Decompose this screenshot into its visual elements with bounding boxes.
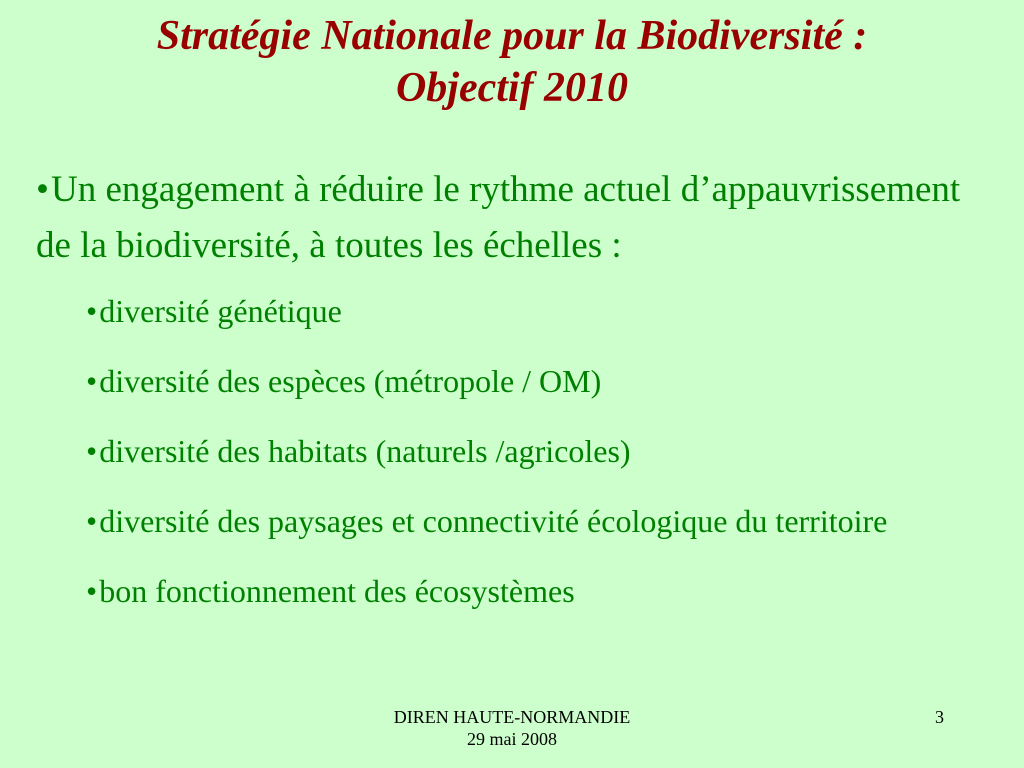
bullet-marker: •	[86, 363, 98, 399]
page-number: 3	[935, 707, 944, 727]
bullet-marker: •	[86, 433, 98, 469]
bullet-marker: •	[36, 169, 49, 210]
main-bullet-text: Un engagement à réduire le rythme actuel d’appauvrissement de la biodiversité, à toutes les échelles :	[36, 169, 961, 266]
bullet-marker: •	[86, 503, 98, 539]
sub-bullet-ecosystems	[86, 572, 996, 610]
footer-date: 29 mai 2008	[467, 729, 557, 749]
sub-bullet-text: diversité génétique	[99, 293, 342, 329]
bullet-marker: •	[86, 573, 98, 609]
title-line-2: Objectif 2010	[395, 65, 629, 111]
title-line-1: Stratégie Nationale pour la Biodiversité :	[156, 13, 868, 59]
bullet-marker: •	[86, 293, 98, 329]
sub-bullet-genetic	[86, 292, 996, 330]
sub-bullet-text: diversité des habitats (naturels /agricoles)	[99, 433, 631, 469]
sub-bullet-landscapes	[86, 502, 996, 540]
footer-center	[362, 706, 662, 750]
slide-title	[40, 10, 984, 114]
footer-organization: DIREN HAUTE-NORMANDIE	[393, 707, 631, 727]
sub-bullet-species	[86, 362, 996, 400]
sub-bullet-text: bon fonctionnement des écosystèmes	[99, 573, 575, 609]
sub-bullet-habitats	[86, 432, 996, 470]
bullet-list	[36, 162, 996, 642]
sub-bullet-text: diversité des espèces (métropole / OM)	[99, 363, 602, 399]
main-bullet	[36, 162, 996, 274]
sub-bullet-text: diversité des paysages et connectivité écologique du territoire	[99, 503, 888, 539]
